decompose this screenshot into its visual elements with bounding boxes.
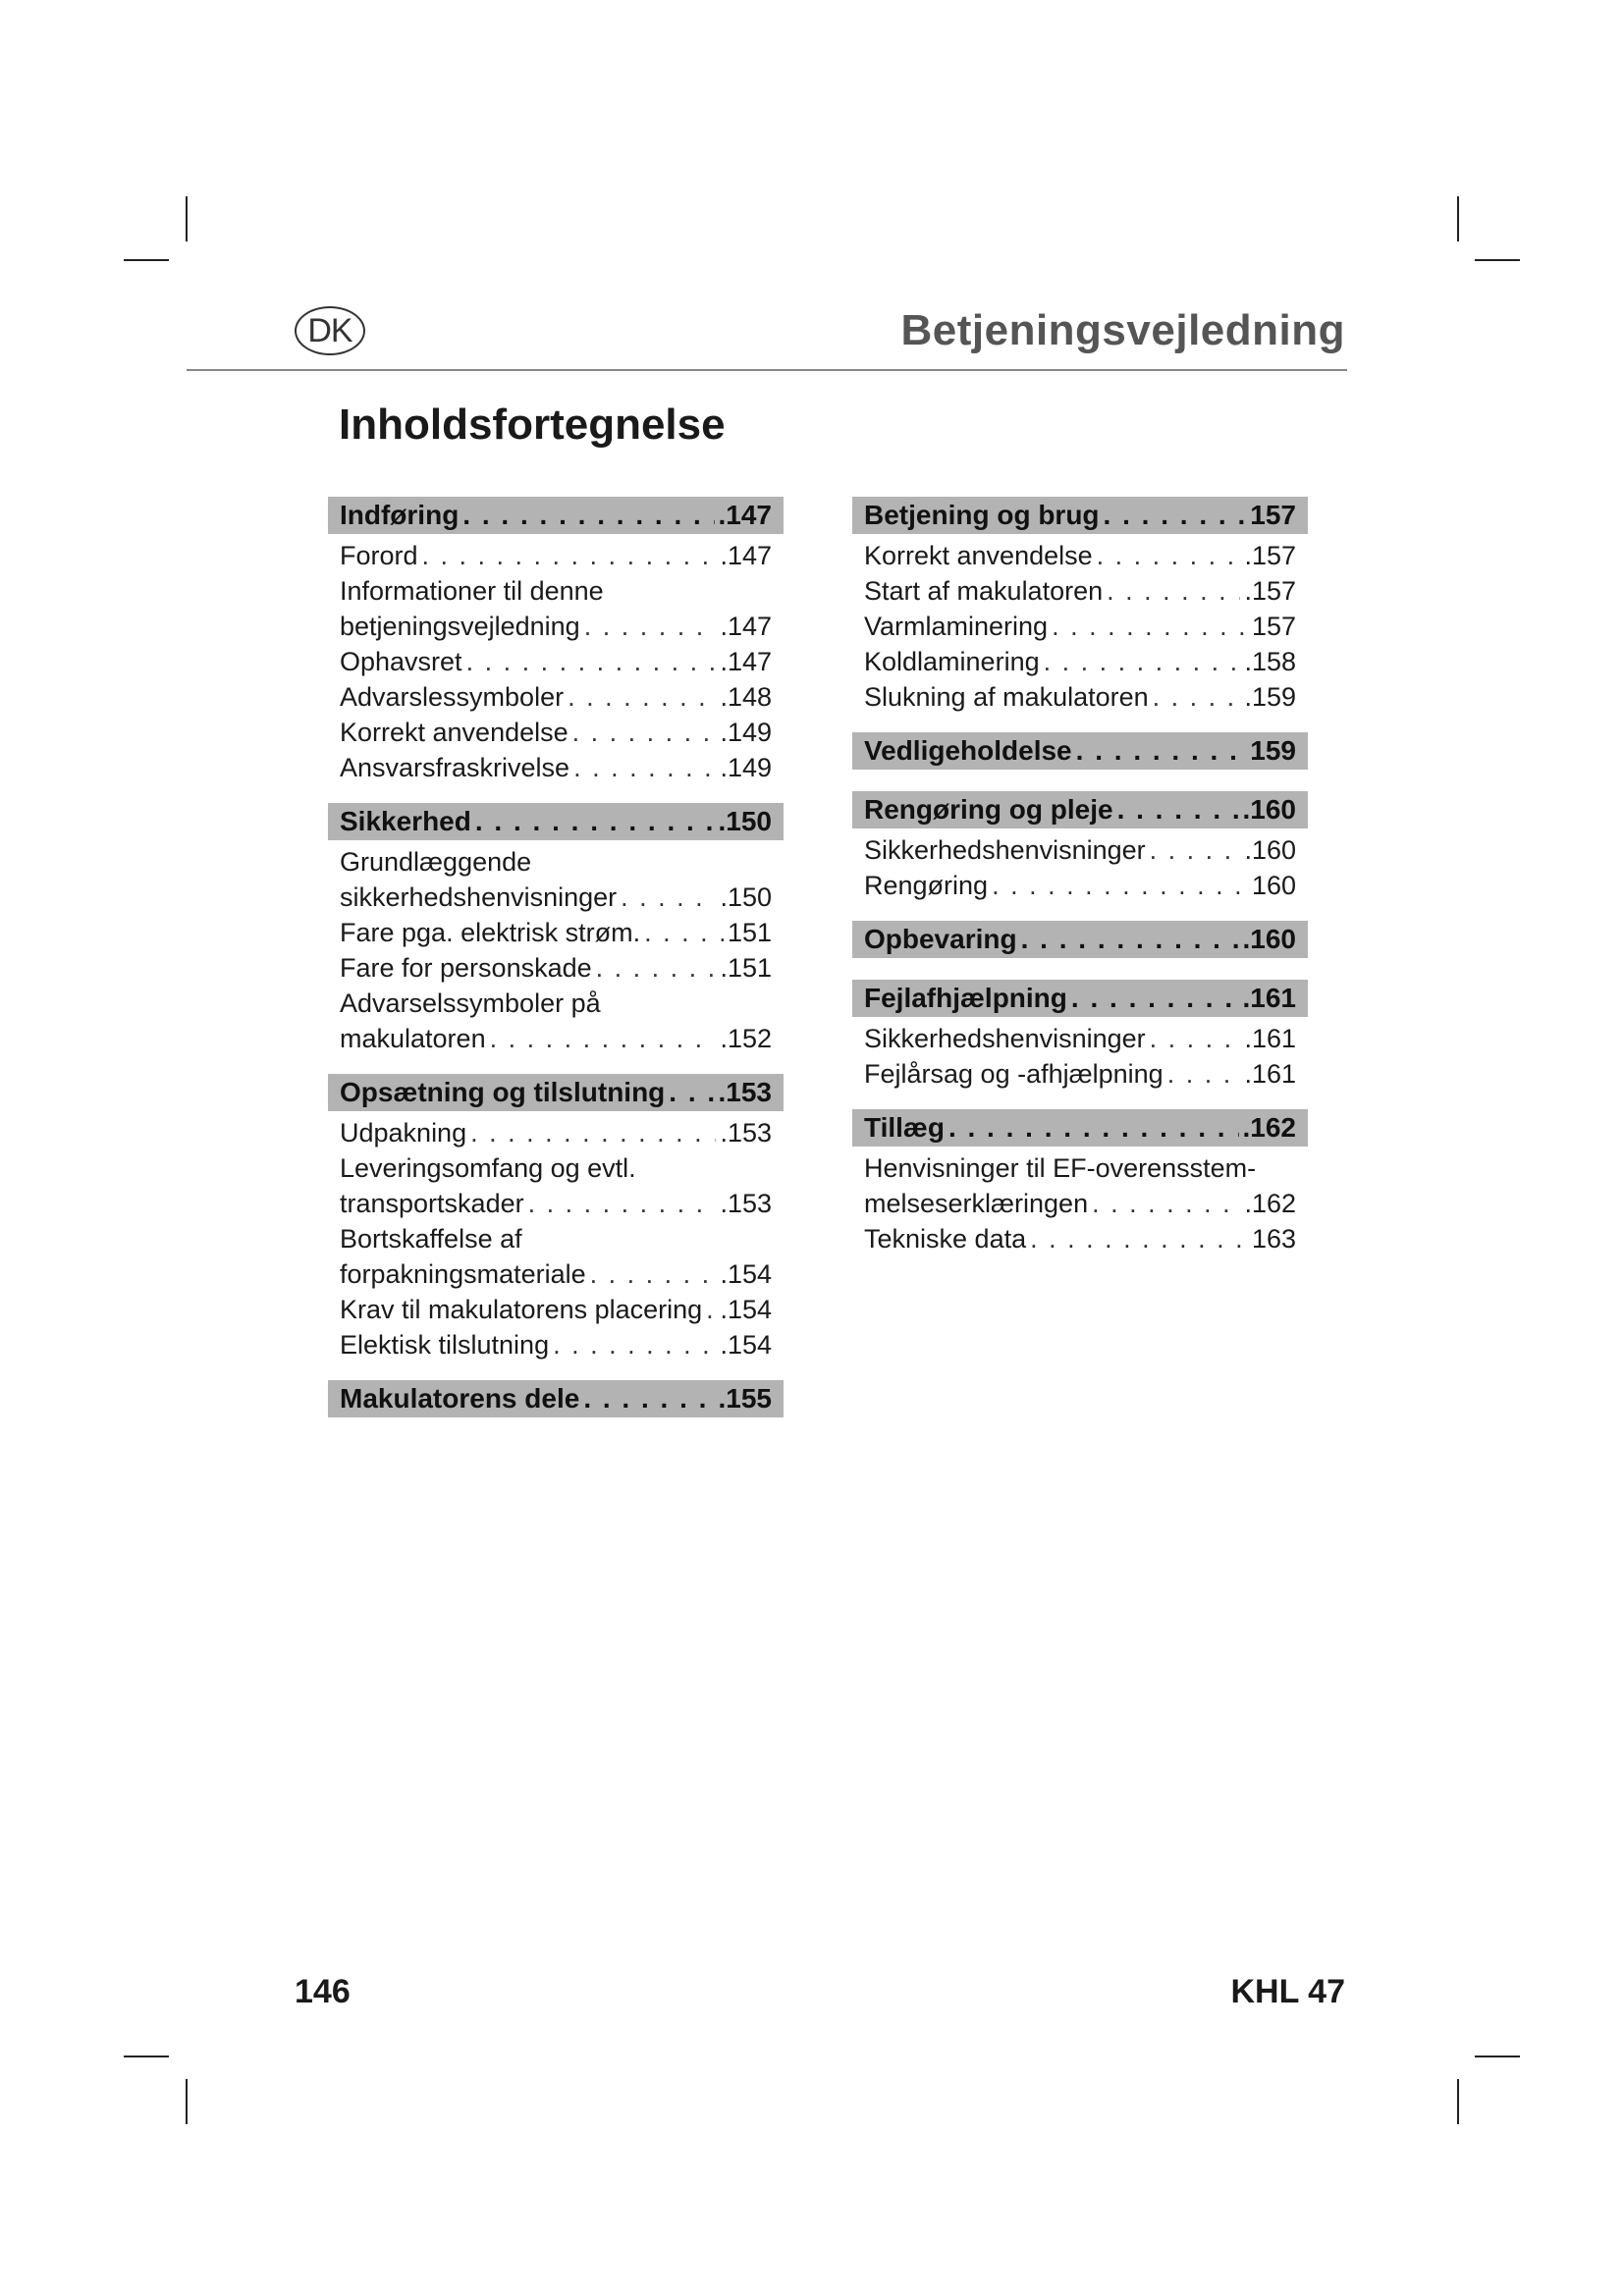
toc-entry — [852, 679, 1308, 715]
manual-title: Betjeningsvejledning — [900, 306, 1345, 354]
toc-entry-line: Informationer til denne — [340, 576, 604, 606]
toc-entry-label: Varmlaminering — [864, 612, 1049, 641]
toc-section-heading — [328, 1074, 784, 1111]
toc-section-page: .155 — [718, 1383, 772, 1414]
leader-dots — [470, 1115, 716, 1150]
toc-entry — [328, 1256, 784, 1292]
toc-entry — [852, 1056, 1308, 1092]
toc-entry-label: Rengøring — [864, 871, 989, 900]
toc-section-page: .150 — [718, 806, 772, 836]
toc-entry — [852, 1186, 1308, 1221]
toc-entry-label: Krav til makulatorens placering — [340, 1295, 703, 1324]
toc-entry-page: 151 — [727, 918, 772, 947]
toc-entry-label: Fare for personskade — [340, 953, 592, 983]
toc-entry-label: Ansvarsfraskrivelse — [340, 753, 570, 782]
toc-entry — [328, 1327, 784, 1362]
toc-entry — [328, 950, 784, 986]
toc-entry-page: .148 — [720, 682, 772, 712]
toc-entry — [328, 1292, 784, 1327]
toc-section-page: .160 — [1242, 794, 1296, 825]
toc-right-column — [852, 497, 1308, 1256]
toc-section-heading — [852, 980, 1308, 1017]
toc-section-heading — [852, 921, 1308, 958]
toc-section-label: Indføring — [340, 500, 460, 530]
toc-entry-label: Koldlaminering — [864, 647, 1040, 676]
leader-dots — [644, 915, 724, 950]
toc-entry-label: Slukning af makulatoren — [864, 682, 1149, 712]
leader-dots — [422, 538, 717, 573]
toc-entry-label: Advarslessymboler — [340, 682, 565, 712]
toc-section-label: Rengøring og pleje — [864, 794, 1113, 825]
toc-entry-page: .161 — [1244, 1059, 1296, 1089]
toc-entry — [328, 644, 784, 679]
toc-entry — [852, 609, 1308, 644]
toc-entry — [328, 1115, 784, 1150]
toc-section-label: Opsætning og tilslutning — [340, 1077, 666, 1107]
toc-entry — [852, 832, 1308, 868]
toc-entry-page: .147 — [720, 612, 772, 641]
crop-mark — [1457, 196, 1459, 241]
toc-entry-page: .149 — [720, 718, 772, 747]
toc-section-page: 157 — [1250, 500, 1296, 530]
leader-dots — [553, 1327, 716, 1362]
toc-entry-page: .153 — [720, 1189, 772, 1218]
toc-entry-label: Korrekt anvendelse — [864, 541, 1093, 570]
leader-dots — [1150, 832, 1241, 868]
toc-entry-label: betjeningsvejledning — [340, 612, 580, 641]
crop-mark — [186, 196, 188, 241]
leader-dots — [590, 1256, 717, 1292]
toc-section-heading — [852, 791, 1308, 828]
header-divider — [187, 369, 1347, 371]
toc-entry — [328, 915, 784, 950]
crop-mark — [1475, 259, 1520, 261]
toc-section-heading — [328, 1380, 784, 1417]
toc-entry-page: .158 — [1244, 647, 1296, 676]
toc-entry-page: .161 — [1244, 1024, 1296, 1053]
toc-entry-page: .154 — [720, 1330, 772, 1360]
leader-dots — [1044, 644, 1241, 679]
toc-entry — [328, 679, 784, 715]
leader-dots — [1104, 500, 1247, 531]
toc-section-heading — [328, 497, 784, 534]
crop-mark — [1475, 2056, 1520, 2057]
leader-dots — [1021, 924, 1239, 955]
leader-dots — [1076, 735, 1247, 767]
page-title: Inholdsfortegnelse — [339, 400, 726, 449]
leader-dots — [1097, 538, 1241, 573]
leader-dots — [1107, 573, 1240, 609]
crop-mark — [124, 259, 169, 261]
toc-entry-line: Leveringsomfang og evtl. — [340, 1153, 636, 1183]
toc-entry-label: sikkerhedshenvisninger — [340, 882, 618, 912]
toc-section-label: Makulatorens dele — [340, 1383, 580, 1414]
leader-dots — [583, 1383, 714, 1415]
toc-section-label: Opbevaring — [864, 924, 1017, 954]
toc-section-label: Tillæg — [864, 1112, 945, 1143]
toc-entry-page: .147 — [720, 647, 772, 676]
toc-entry-page: .150 — [720, 882, 772, 912]
leader-dots — [568, 679, 716, 715]
toc-entry-page: .157 — [1244, 541, 1296, 570]
toc-entry-line: Grundlæggende — [340, 847, 532, 877]
toc-entry-line: Advarselssymboler på — [340, 988, 601, 1018]
toc-section-page: .162 — [1242, 1112, 1296, 1143]
leader-dots — [706, 1292, 716, 1327]
leader-dots — [1153, 679, 1241, 715]
leader-dots — [462, 500, 714, 531]
toc-entry-label: melseserklæringen — [864, 1189, 1089, 1218]
toc-entry-label: forpakningsmateriale — [340, 1259, 586, 1289]
toc-section-label: Betjening og brug — [864, 500, 1100, 530]
toc-entry-page: .147 — [720, 541, 772, 570]
toc-entry-page: .157 — [1244, 576, 1296, 606]
toc-entry-page: .153 — [720, 1118, 772, 1148]
toc-entry-page: .151 — [720, 953, 772, 983]
toc-entry-label: Fare pga. elektrisk strøm. — [340, 918, 641, 947]
toc-entry — [328, 1186, 784, 1221]
leader-dots — [1030, 1221, 1248, 1256]
leader-dots — [490, 1021, 717, 1056]
leader-dots — [948, 1112, 1239, 1144]
toc-entry-page: .152 — [720, 1024, 772, 1053]
toc-section-heading — [328, 803, 784, 840]
toc-entry-page: .159 — [1244, 682, 1296, 712]
toc-entry-page: 163 — [1251, 1224, 1296, 1254]
toc-entry-page: .149 — [720, 753, 772, 782]
leader-dots — [621, 880, 716, 915]
toc-entry — [852, 1021, 1308, 1056]
toc-section-page: .147 — [718, 500, 772, 530]
leader-dots — [573, 750, 716, 785]
toc-section-label: Sikkerhed — [340, 806, 471, 836]
toc-entry-label: Korrekt anvendelse — [340, 718, 568, 747]
leader-dots — [466, 644, 717, 679]
leader-dots — [992, 868, 1248, 903]
toc-section-label: Vedligeholdelse — [864, 735, 1072, 766]
toc-entry-page: .160 — [1244, 835, 1296, 865]
crop-mark — [124, 2056, 169, 2057]
toc-entry — [328, 880, 784, 915]
toc-entry-line: Bortskaffelse af — [340, 1224, 522, 1254]
leader-dots — [584, 609, 717, 644]
toc-entry — [328, 538, 784, 573]
toc-entry-line: Henvisninger til EF-overensstem- — [864, 1153, 1257, 1183]
toc-section-page: .153 — [718, 1077, 772, 1107]
leader-dots — [528, 1186, 717, 1221]
toc-section-heading — [852, 497, 1308, 534]
toc-entry — [328, 609, 784, 644]
toc-section-label: Fejlafhjælpning — [864, 983, 1067, 1013]
toc-section-heading — [852, 1109, 1308, 1147]
leader-dots — [1117, 794, 1239, 826]
toc-section-page: .161 — [1242, 983, 1296, 1013]
toc-entry-label: Elektisk tilslutning — [340, 1330, 550, 1360]
toc-entry-label: Fejlårsag og -afhjælpning — [864, 1059, 1164, 1089]
language-badge: DK — [295, 306, 365, 355]
leader-dots — [1150, 1021, 1241, 1056]
toc-section-page: 159 — [1250, 735, 1296, 766]
toc-section-page: .160 — [1242, 924, 1296, 954]
leader-dots — [669, 1077, 714, 1108]
toc-entry-label: Udpakning — [340, 1118, 467, 1148]
toc-left-column — [328, 497, 784, 1421]
toc-entry — [328, 750, 784, 785]
leader-dots — [572, 715, 717, 750]
toc-entry — [852, 868, 1308, 903]
toc-entry-label: Forord — [340, 541, 418, 570]
toc-entry-label: Start af makulatoren — [864, 576, 1104, 606]
toc-section-heading — [852, 732, 1308, 770]
crop-mark — [186, 2079, 188, 2124]
leader-dots — [475, 806, 715, 837]
toc-entry — [852, 1221, 1308, 1256]
toc-entry-label: Tekniske data — [864, 1224, 1027, 1254]
toc-entry-page: .154 — [720, 1259, 772, 1289]
leader-dots — [1071, 983, 1239, 1014]
leader-dots — [1167, 1056, 1241, 1092]
model-name: KHL 47 — [1230, 1973, 1345, 2010]
toc-entry — [852, 573, 1308, 609]
toc-entry-label: Ophavsret — [340, 647, 462, 676]
toc-entry-page: .154 — [720, 1295, 772, 1324]
leader-dots — [1052, 609, 1248, 644]
leader-dots — [596, 950, 717, 986]
toc-entry-label: makulatoren — [340, 1024, 486, 1053]
crop-mark — [1457, 2079, 1459, 2124]
page-number: 146 — [295, 1973, 351, 2010]
toc-entry-page: 157 — [1251, 612, 1296, 641]
toc-entry-label: Sikkerhedshenvisninger — [864, 1024, 1146, 1053]
toc-entry-label: transportskader — [340, 1189, 524, 1218]
toc-entry — [852, 538, 1308, 573]
toc-entry — [328, 1021, 784, 1056]
toc-entry — [852, 644, 1308, 679]
toc-entry-label: Sikkerhedshenvisninger — [864, 835, 1146, 865]
toc-entry — [328, 715, 784, 750]
leader-dots — [1092, 1186, 1240, 1221]
toc-entry-page: .162 — [1244, 1189, 1296, 1218]
toc-entry-page: 160 — [1251, 871, 1296, 900]
